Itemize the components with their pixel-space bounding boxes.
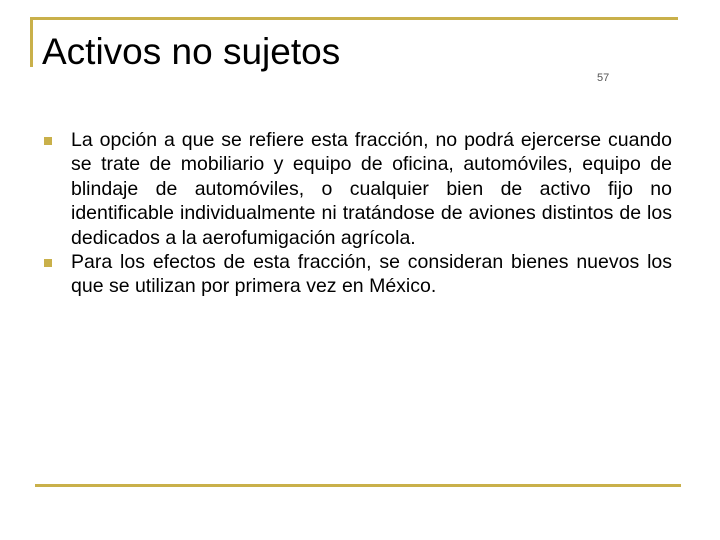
slide-title: Activos no sujetos xyxy=(42,31,341,72)
bottom-border-line xyxy=(35,484,681,487)
bullet-item xyxy=(44,128,672,250)
page-number: 57 xyxy=(597,72,610,84)
bullet-text: Para los efectos de esta fracción, se consideran bienes nuevos los que se utilizan por primera vez en México. xyxy=(71,251,672,298)
left-border-line xyxy=(30,17,33,67)
bullet-item xyxy=(44,250,672,299)
square-bullet-icon xyxy=(44,137,52,145)
bullet-text: La opción a que se refiere esta fracción, no podrá ejercerse cuando se trate de mobiliario y equipo de oficina, automóviles, equipo de blindaje de automóviles, o cualquier bien de activo fijo no identificable individualmente ni tratándose de aviones distintos de los dedicados a la aerofumigación agrícola. xyxy=(71,129,672,249)
square-bullet-icon xyxy=(44,259,52,267)
top-border-line xyxy=(30,17,678,20)
bullet-list xyxy=(44,128,672,299)
